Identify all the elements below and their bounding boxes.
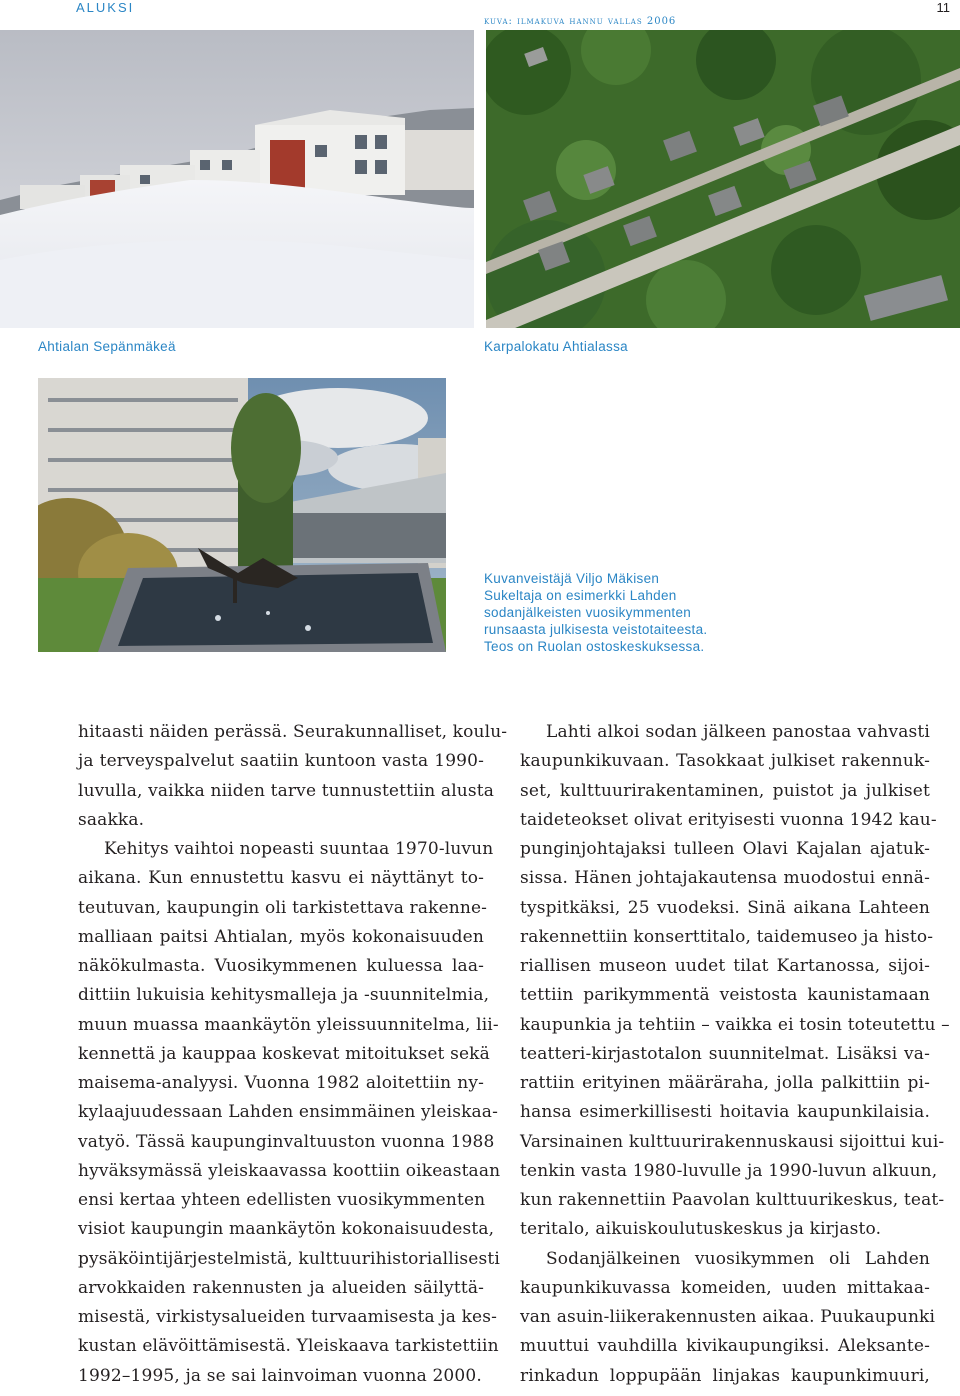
text-line: punginjohtajaksi tulleen Olavi Kajalan ajatuk- xyxy=(520,839,930,859)
caption-line: Sukeltaja on esimerkki Lahden xyxy=(484,588,677,603)
text-line: saakka. xyxy=(78,809,145,830)
text-line: aikana. Kun ennustettu kasvu ei näyttänyt to- xyxy=(78,868,484,889)
caption-line: runsaasta julkisesta veistotaiteesta. xyxy=(484,622,708,637)
text-line: taideteokset olivat erityisesti vuonna 1942 kau- xyxy=(520,809,937,830)
body-column-right xyxy=(520,718,950,1391)
text-line: hyväksymässä yleiskaavassa koottiin oikeastaan xyxy=(78,1160,501,1181)
caption-line: sodanjälkeisten vuosikymmenten xyxy=(484,605,692,620)
text-line: kustan elävöittämisestä. Yleiskaava tarkistettiin xyxy=(78,1336,499,1357)
text-line: kaupunkikuvassa komeiden, uuden mittakaa- xyxy=(520,1277,930,1298)
text-line: näkökulmasta. Vuosikymmenen kuluessa laa- xyxy=(78,956,484,976)
text-line: pysäköintijärjestelmistä, kulttuurihistoriallisesti xyxy=(78,1248,500,1269)
text-line: misestä, virkistysalueiden turvaamisesta ja kes- xyxy=(78,1307,498,1327)
text-line: kennettä ja kauppaa koskevat mitoitukset sekä xyxy=(78,1043,490,1064)
text-line: hansa esimerkillisesti hoitavia kaupunkilaisia. xyxy=(520,1102,930,1123)
text-line: rattiin erityinen määräraha, jolla palkittiin pi- xyxy=(520,1073,930,1093)
text-line: luvulla, vaikka niiden tarve tunnustettiin alusta xyxy=(78,780,495,801)
text-line: kun rakennettiin Paavolan kulttuurikeskus, teat- xyxy=(520,1190,945,1210)
text-line: kylaajuudessaan Lahden ensimmäinen yleiskaa- xyxy=(78,1102,498,1123)
caption-line: Teos on Ruolan ostoskeskuksessa. xyxy=(484,639,705,654)
text-line: teutuvan, kaupungin oli tarkistettava rakenne- xyxy=(78,897,488,918)
caption-line: Kuvanveistäjä Viljo Mäkisen xyxy=(484,571,660,586)
photo-credit: kuva: ilmakuva hannu vallas 2006 xyxy=(484,16,677,27)
text-line: ensi kertaa yhteen edellisten vuosikymmenten xyxy=(78,1190,486,1210)
text-line: Lahti alkoi sodan jälkeen panostaa vahvasti xyxy=(546,722,930,742)
text-line: Kehitys vaihtoi nopeasti suuntaa 1970-luvun xyxy=(104,839,494,859)
text-line: muun muassa maankäytön yleissuunnitelma, lii- xyxy=(78,1014,499,1035)
text-line: kaupunkikuvaan. Tasokkaat julkiset rakennuk- xyxy=(520,751,930,772)
text-line: teritalo, aikuiskoulutuskeskus ja kirjasto. xyxy=(520,1219,882,1240)
text-line: Sodanjälkeinen vuosikymmen oli Lahden xyxy=(546,1248,930,1269)
aerial-residential-photo xyxy=(486,30,960,328)
caption-snow: Ahtialan Sepänmäkeä xyxy=(38,339,176,354)
text-line: maisema-analyysi. Vuonna 1982 aloitettiin ny- xyxy=(78,1073,484,1093)
text-line: vatyö. Tässä kaupunginvaltuuston vuonna 1988 xyxy=(78,1131,495,1152)
text-line: visiot kaupungin maankäytön kokonaisuudesta, xyxy=(78,1219,495,1240)
text-line: van asuin-liikerakennusten aikaa. Puukaupunki xyxy=(520,1307,936,1327)
text-line: dittiin lukuisia kehitysmalleja ja -suunnitelmia, xyxy=(78,985,490,1006)
text-line: muuttui vauhdilla kivikaupungiksi. Aleksante- xyxy=(520,1336,930,1357)
text-line: tyspitkäksi, 25 vuodeksi. Sinä aikana Lahteen xyxy=(520,897,930,918)
snowy-housing-photo xyxy=(0,30,474,328)
text-line: arvokkaiden rakennusten ja alueiden säilyttä- xyxy=(78,1277,484,1298)
text-line: tettiin parikymmentä veistosta kaunistamaan xyxy=(520,985,930,1006)
text-line: 1992–1995, ja se sai lainvoiman vuonna 2000. xyxy=(78,1365,482,1386)
page-number: 11 xyxy=(936,0,950,15)
text-line: sissa. Hänen johtajakautensa muodostui ennä- xyxy=(520,868,930,889)
body-column-left xyxy=(78,718,508,1391)
text-line: Varsinainen kulttuurirakennuskausi sijoittui kui- xyxy=(520,1131,945,1152)
text-line: rinkadun loppupään linjakas kaupunkimuuri, xyxy=(520,1365,930,1386)
text-line: set, kulttuurirakentaminen, puistot ja julkiset xyxy=(520,780,930,801)
text-line: kaupunkia ja tehtiin – vaikka ei tosin toteutettu – xyxy=(520,1014,950,1035)
text-line: malliaan paitsi Ahtialan, myös kokonaisuuden xyxy=(78,926,484,947)
section-title: ALUKSI xyxy=(76,0,135,15)
text-line: riallisen museon uudet tilat Kartanossa, sijoi- xyxy=(520,956,930,976)
sculpture-fountain-photo xyxy=(38,378,446,652)
caption-aerial: Karpalokatu Ahtialassa xyxy=(484,339,628,354)
text-line: hitaasti näiden perässä. Seurakunnalliset, koulu- xyxy=(78,722,508,742)
caption-sculpture xyxy=(484,570,784,655)
text-line: rakennettiin konserttitalo, taidemuseo ja histo- xyxy=(520,926,934,947)
text-line: tenkin vasta 1980-luvulle ja 1990-luvun alkuun, xyxy=(520,1160,938,1181)
text-line: teatteri-kirjastotalon suunnitelmat. Lisäksi va- xyxy=(520,1043,930,1064)
text-line: ja terveyspalvelut saatiin kuntoon vasta 1990- xyxy=(78,751,484,772)
